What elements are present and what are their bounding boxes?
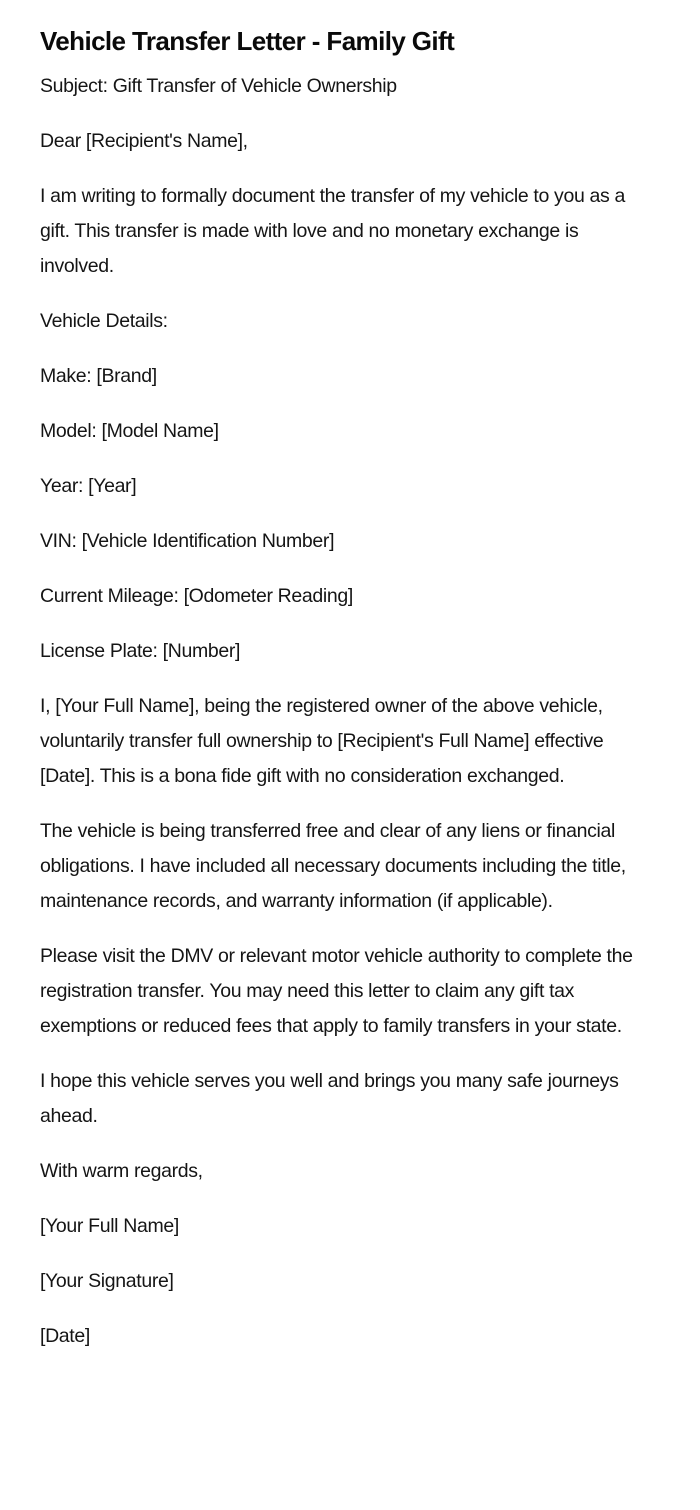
salutation: Dear [Recipient's Name],	[40, 130, 248, 152]
detail-year: Year: [Year]	[40, 475, 137, 497]
signature-line: [Your Signature]	[40, 1270, 174, 1292]
detail-model: Model: [Model Name]	[40, 420, 219, 442]
signature-name: [Your Full Name]	[40, 1215, 179, 1237]
subject-line: Subject: Gift Transfer of Vehicle Ownership	[40, 75, 397, 97]
closing: With warm regards,	[40, 1160, 203, 1182]
ownership-declaration-paragraph: I, [Your Full Name], being the registered owner of the above vehicle, voluntarily transfer full ownership to [Recipient's Full Name] effective [Date]. This is a bona fide gift with no consideration exchanged.	[40, 695, 604, 787]
signature-date: [Date]	[40, 1325, 90, 1347]
liens-documents-paragraph: The vehicle is being transferred free and clear of any liens or financial obligations. I have included all necessary documents including the title, maintenance records, and warranty information (if applicable).	[40, 820, 626, 912]
detail-mileage: Current Mileage: [Odometer Reading]	[40, 585, 353, 607]
well-wishes-paragraph: I hope this vehicle serves you well and brings you many safe journeys ahead.	[40, 1070, 619, 1127]
document-title: Vehicle Transfer Letter - Family Gift	[40, 26, 455, 56]
intro-paragraph: I am writing to formally document the transfer of my vehicle to you as a gift. This transfer is made with love and no monetary exchange is involved.	[40, 185, 625, 277]
detail-license-plate: License Plate: [Number]	[40, 640, 241, 662]
detail-make: Make: [Brand]	[40, 365, 157, 387]
dmv-instructions-paragraph: Please visit the DMV or relevant motor vehicle authority to complete the registration transfer. You may need this letter to claim any gift tax exemptions or reduced fees that apply to family transfers in your state.	[40, 945, 633, 1037]
vehicle-details-heading: Vehicle Details:	[40, 310, 168, 332]
detail-vin: VIN: [Vehicle Identification Number]	[40, 530, 335, 552]
